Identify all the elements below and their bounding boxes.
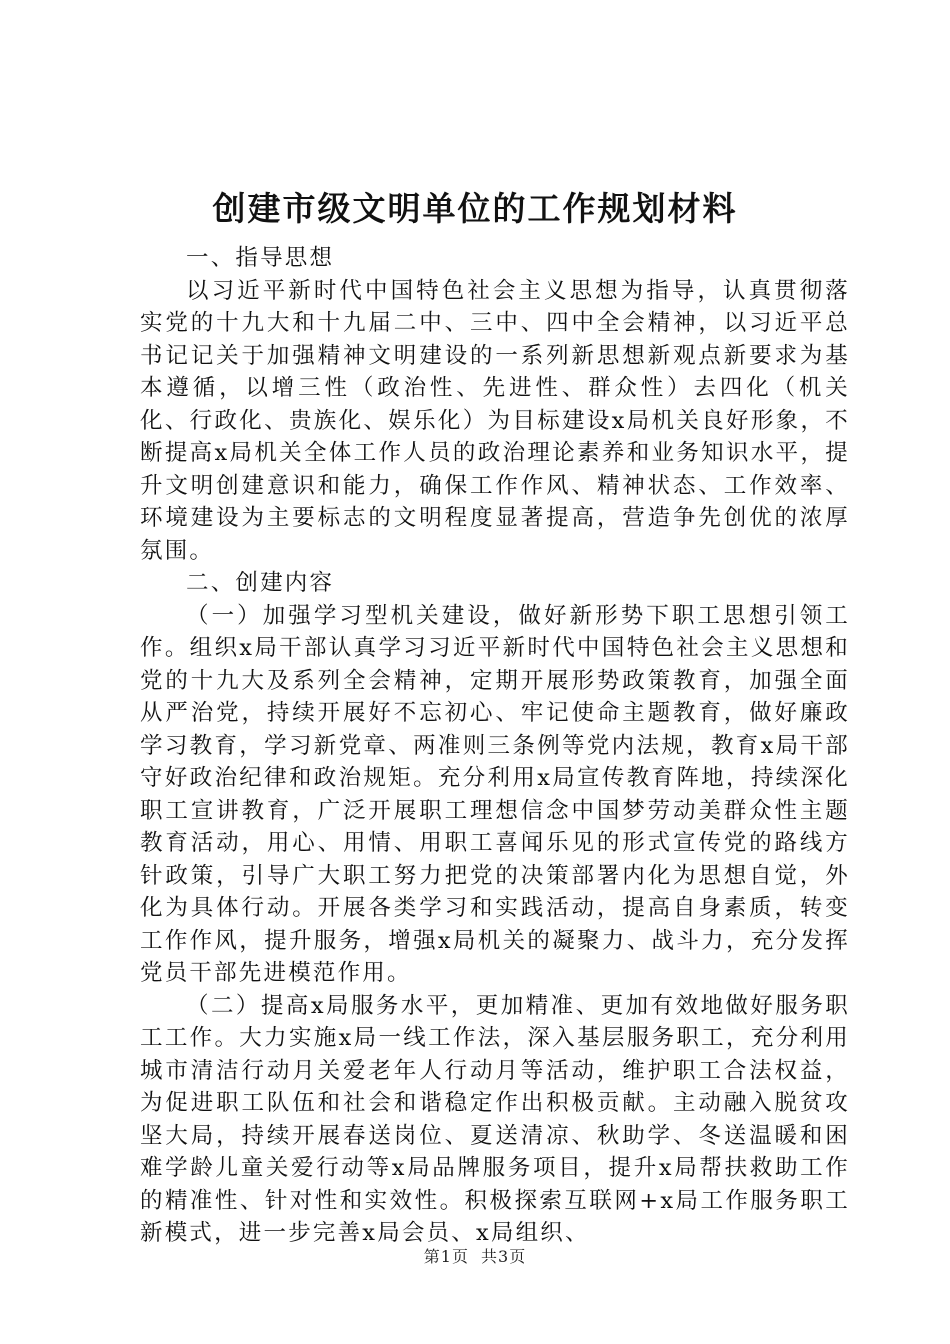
section2-item1-paragraph: （一）加强学习型机关建设，做好新形势下职工思想引领工作。组织x局干部认真学习习近平新时代中国特色社会主义思想和党的十九大及系列全会精神，定期开展形势政策教育，加强全面从严治党，持续开展好不忘初心、牢记使命主题教育，做好廉政学习教育，学习新党章、两准则三条例等党内法规，教育x局干部守好政治纪律和政治规矩。充分利用x局宣传教育阵地，持续深化职工宣讲教育，广泛开展职工理想信念中国梦劳动美群众性主题教育活动，用心、用情、用职工喜闻乐见的形式宣传党的路线方针政策，引导广大职工努力把党的决策部署内化为思想自觉，外化为具体行动。开展各类学习和实践活动，提高自身素质，转变工作作风，提升服务，增强x局机关的凝聚力、战斗力，充分发挥党员干部先进模范作用。 [140,602,850,986]
section2-item2-paragraph: （二）提高x局服务水平，更加精准、更加有效地做好服务职工工作。大力实施x局一线工作法，深入基层服务职工，充分利用城市清洁行动月关爱老年人行动月等活动，维护职工合法权益，为促进职工队伍和社会和谐稳定作出积极贡献。主动融入脱贫攻坚大局，持续开展春送岗位、夏送清凉、秋助学、冬送温暖和困难学龄儿童关爱行动等x局品牌服务项目，提升x局帮扶救助工作的精准性、针对性和实效性。积极探索互联网+x局工作服务职工新模式，进一步完善x局会员、x局组织、 [140,992,850,1246]
document-body [140,242,850,1250]
page-current: 第1页 [423,1247,469,1266]
section1-heading: 一、指导思想 [186,245,335,271]
page-total: 共3页 [481,1247,527,1266]
document-title: 创建市级文明单位的工作规划材料 [212,189,738,228]
section1-paragraph: 以习近平新时代中国特色社会主义思想为指导，认真贯彻落实党的十九大和十九届二中、三中、四中全会精神，以习近平总书记记关于加强精神文明建设的一系列新思想新观点新要求为基本遵循，以增三性（政治性、先进性、群众性）去四化（机关化、行政化、贵族化、娱乐化）为目标建设x局机关良好形象，不断提高x局机关全体工作人员的政治理论素养和业务知识水平，提升文明创建意识和能力，确保工作作风、精神状态、工作效率、环境建设为主要标志的文明程度显著提高，营造争先创优的浓厚氛围。 [140,277,850,564]
page-footer [0,1244,950,1267]
section2-heading: 二、创建内容 [186,570,335,596]
